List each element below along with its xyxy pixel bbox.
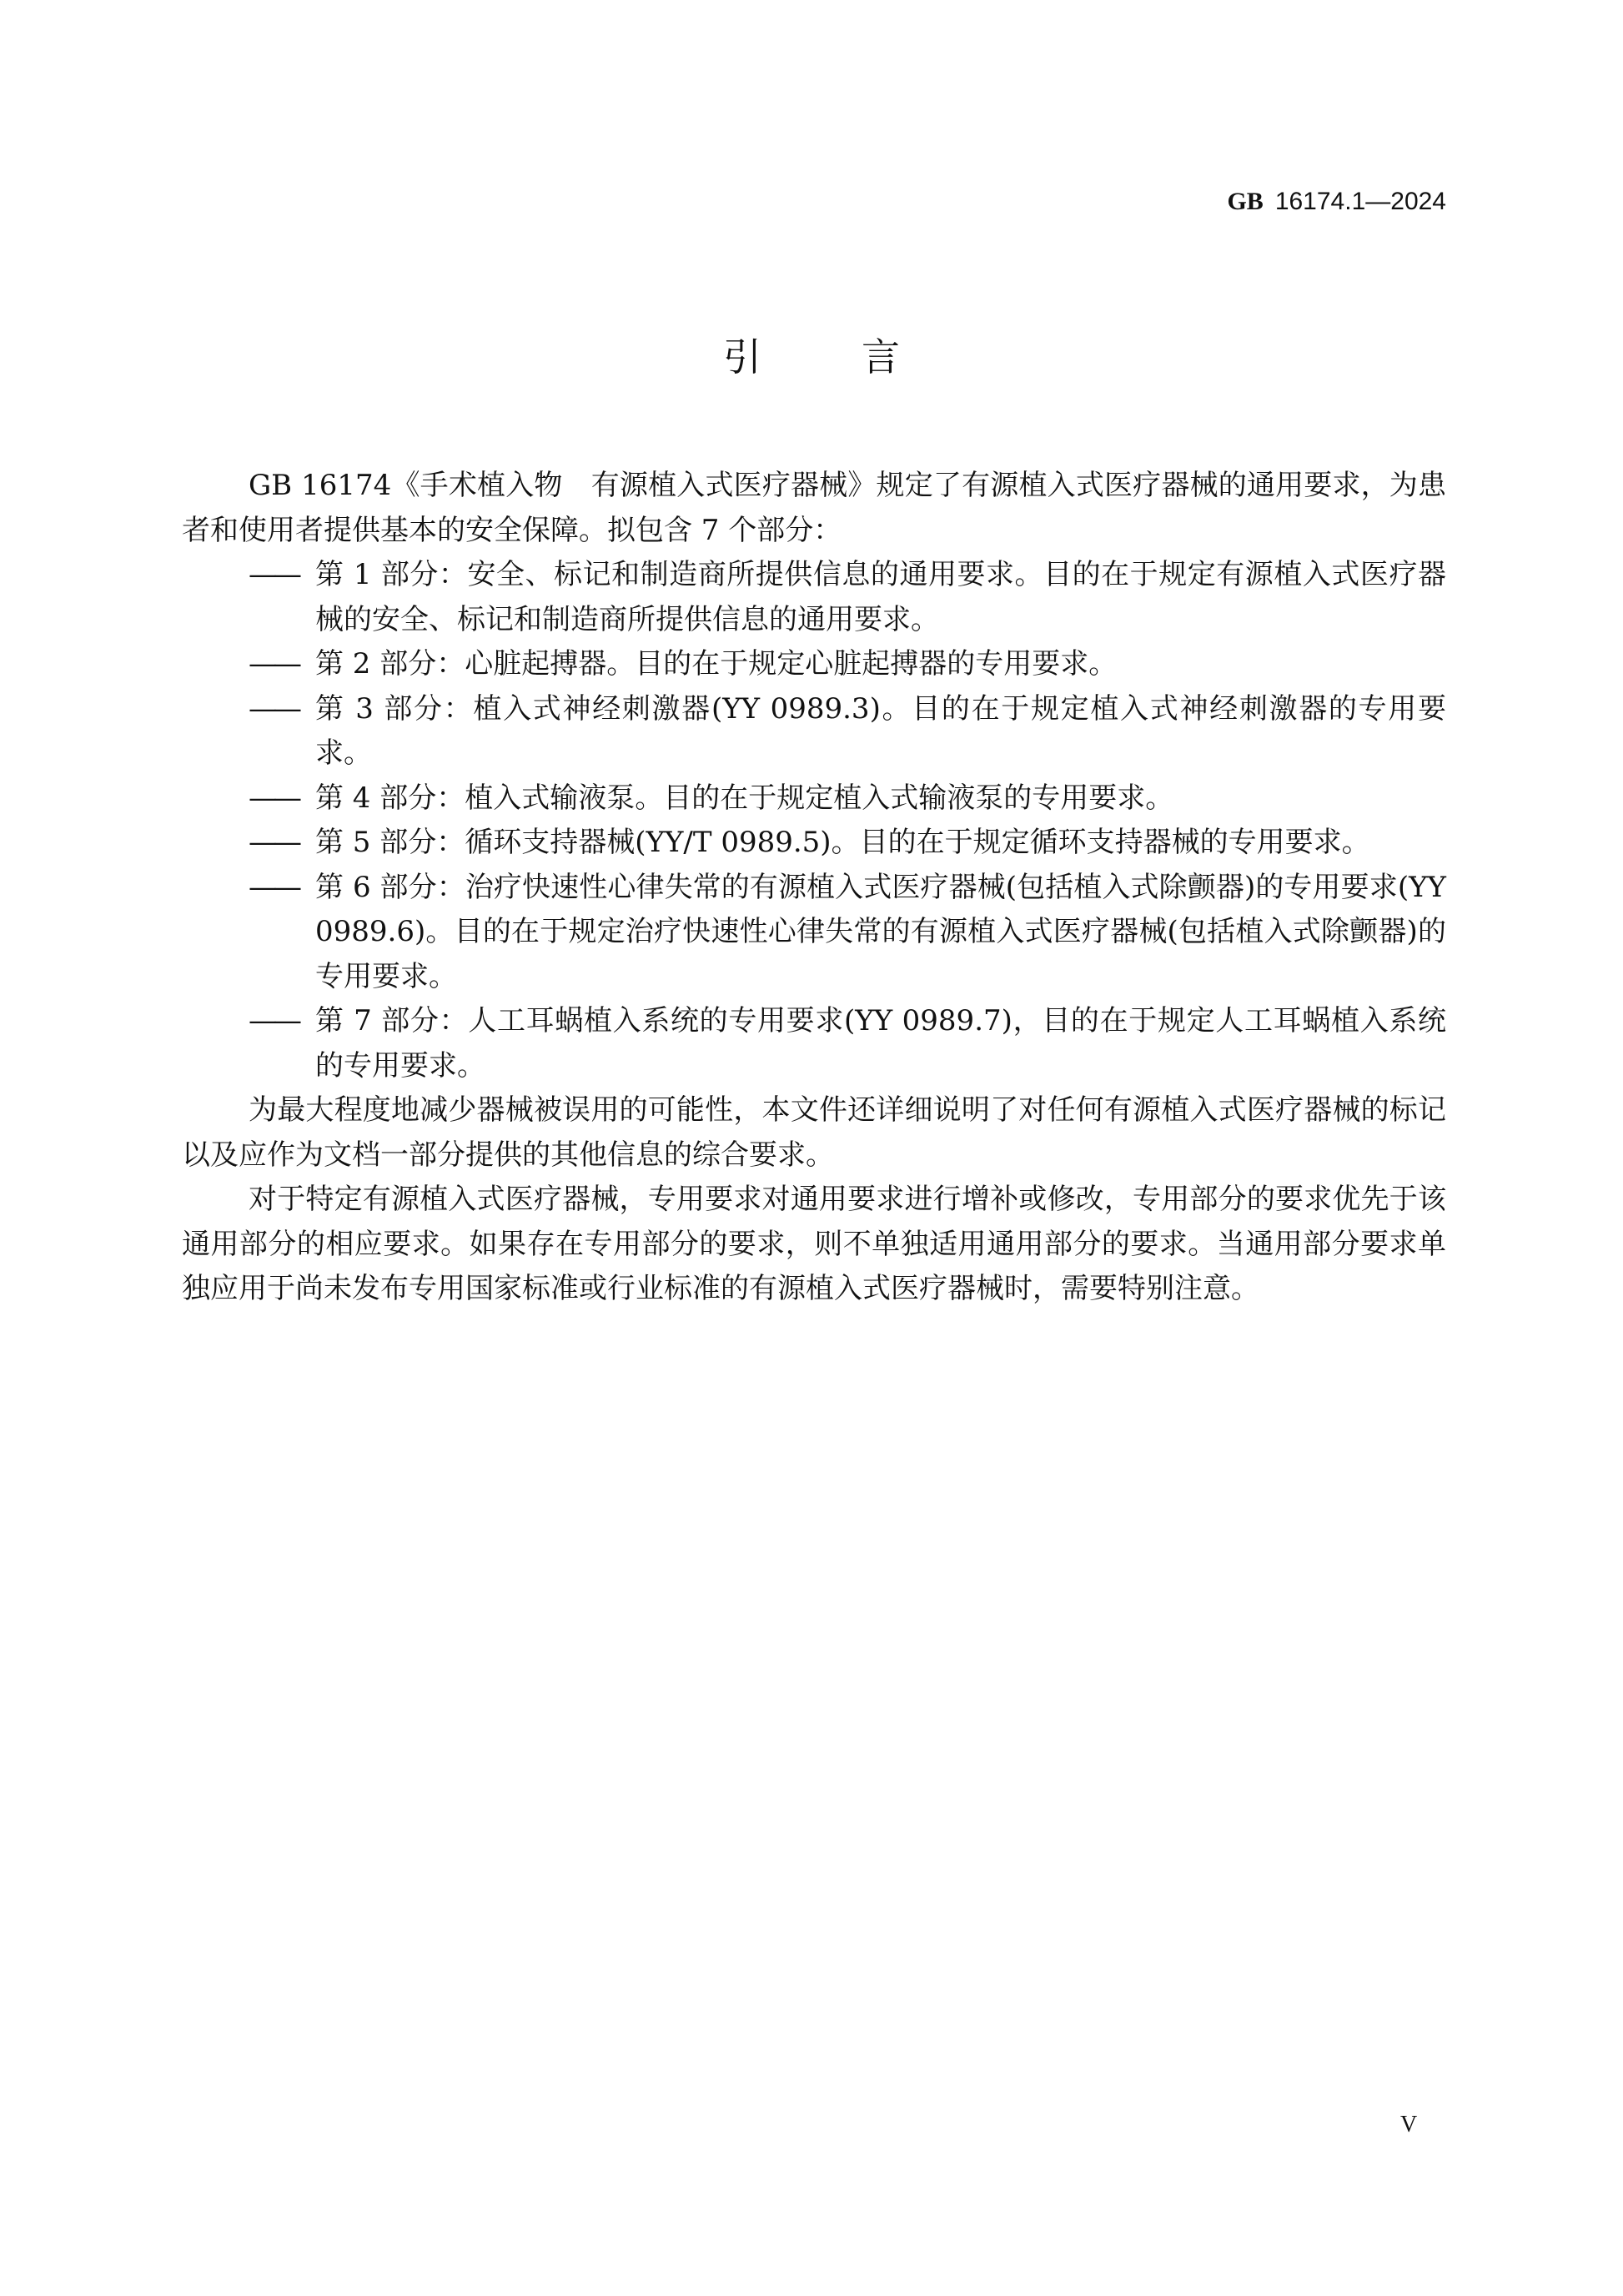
list-item-part-2 [182,642,1446,687]
list-item-text: 第 5 部分：循环支持器械(YY/T 0989.5)。目的在于规定循环支持器械的专用要求。 [315,826,1370,859]
list-item-text: 第 3 部分：植入式神经刺激器(YY 0989.3)。目的在于规定植入式神经刺激器的专用要求。 [315,691,1446,770]
standard-number: 16174.1—2024 [1274,188,1446,215]
list-item-part-5 [182,821,1446,866]
em-dash-bullet: —— [249,826,299,859]
em-dash-bullet: —— [249,781,299,815]
list-item-part-3 [182,687,1446,776]
document-body [182,464,1446,1312]
standard-code-header [1227,185,1446,219]
list-item-text: 第 1 部分：安全、标记和制造商所提供信息的通用要求。目的在于规定有源植入式医疗器械的安全、标记和制造商所提供信息的通用要求。 [315,558,1446,636]
page-number: V [1400,2112,1418,2138]
list-item-part-7 [182,999,1446,1088]
em-dash-bullet: —— [249,870,299,904]
title-char-2: 言 [862,334,900,379]
list-item-text: 第 7 部分：人工耳蜗植入系统的专用要求(YY 0989.7)，目的在于规定人工耳蜗植入系统的专用要求。 [315,1004,1446,1083]
list-item-part-6 [182,866,1446,1000]
standard-prefix: GB [1227,188,1264,215]
page-title [0,332,1623,382]
list-item-part-1 [182,553,1446,642]
list-item-text: 第 4 部分：植入式输液泵。目的在于规定植入式输液泵的专用要求。 [315,781,1174,815]
title-char-1: 引 [723,334,761,379]
list-item-text: 第 2 部分：心脏起搏器。目的在于规定心脏起搏器的专用要求。 [315,647,1118,681]
em-dash-bullet: —— [249,1004,299,1037]
list-item-text: 第 6 部分：治疗快速性心律失常的有源植入式医疗器械(包括植入式除颤器)的专用要求(YY 0989.6)。目的在于规定治疗快速性心律失常的有源植入式医疗器械(包括植入式除颤器)的专用要求。 [315,870,1446,993]
em-dash-bullet: —— [249,647,299,681]
list-item-part-4 [182,776,1446,821]
misuse-paragraph: 为最大程度地减少器械被误用的可能性，本文件还详细说明了对任何有源植入式医疗器械的标记以及应作为文档一部分提供的其他信息的综合要求。 [182,1093,1446,1172]
intro-paragraph: GB 16174《手术植入物 有源植入式医疗器械》规定了有源植入式医疗器械的通用要求，为患者和使用者提供基本的安全保障。拟包含 7 个部分： [182,469,1446,547]
em-dash-bullet: —— [249,558,299,591]
parts-list [182,553,1446,1088]
specific-requirements-paragraph: 对于特定有源植入式医疗器械，专用要求对通用要求进行增补或修改，专用部分的要求优先于该通用部分的相应要求。如果存在专用部分的要求，则不单独适用通用部分的要求。当通用部分要求单独应用于尚未发布专用国家标准或行业标准的有源植入式医疗器械时，需要特别注意。 [182,1183,1446,1305]
em-dash-bullet: —— [249,691,299,726]
